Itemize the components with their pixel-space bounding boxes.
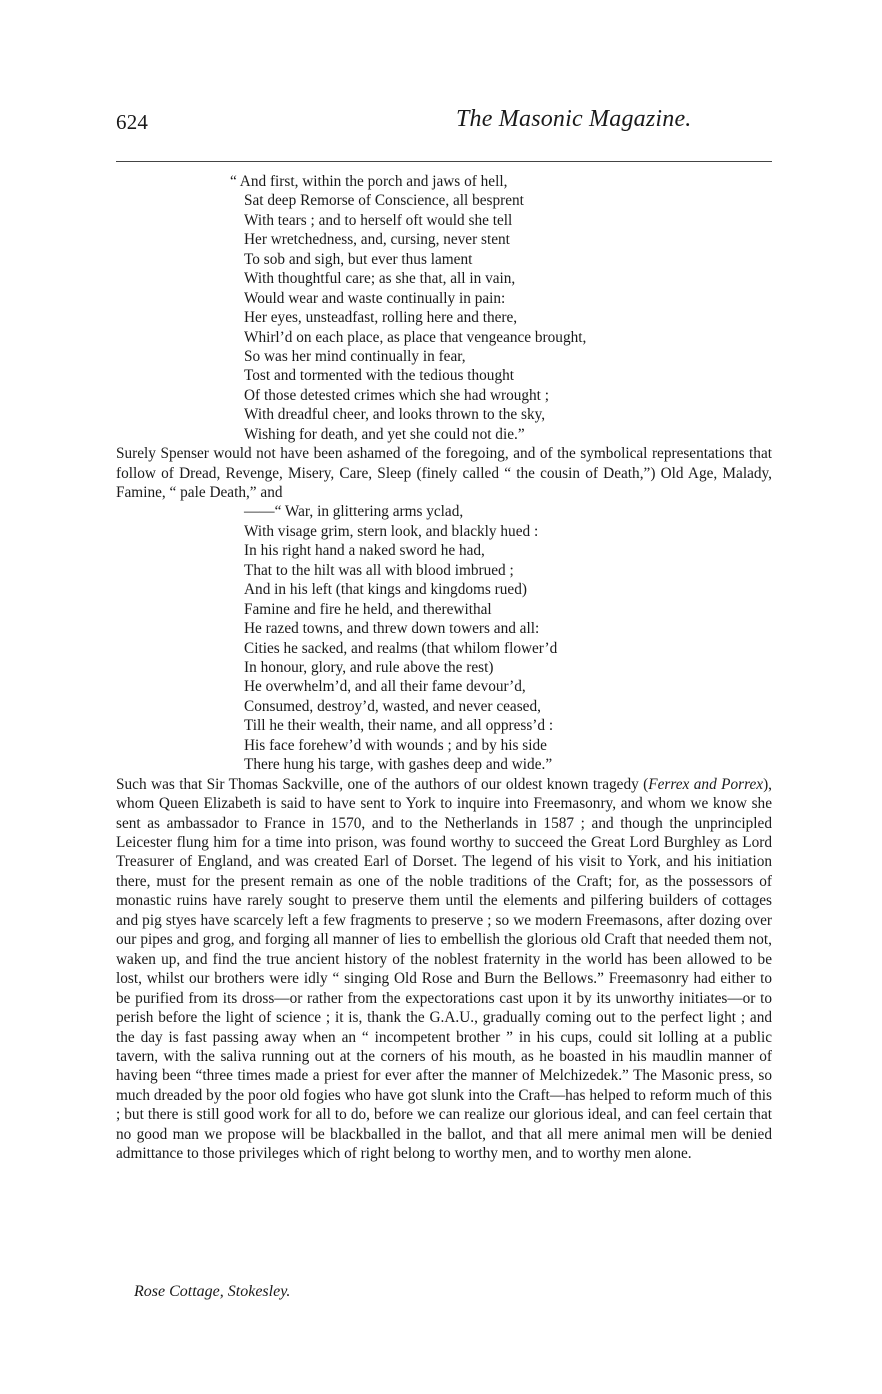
verse-line: With dreadful cheer, and looks thrown to the sky, [244,406,546,424]
prose-text: Such was that Sir Thomas Sackville, one of the authors of our oldest known tragedy ( [116,775,649,793]
prose-paragraph-spenser: Surely Spenser would not have been ashamed of the foregoing, and of the symbolical representations that follow of Dread, Revenge, Misery, Care, Sleep (finely called “ the cousin of Death,”) Old Age, Malady, Famine, “ pale Death,” and [116,445,772,502]
verse-line: Till he their wealth, their name, and all oppress’d : [244,717,554,735]
author-signature: Rose Cottage, Stokesley. [134,1283,291,1300]
verse-line: With tears ; and to herself oft would she tell [244,211,513,229]
verse-line: Her eyes, unsteadfast, rolling here and there, [244,309,518,327]
verse-line: And in his left (that kings and kingdoms rued) [244,581,527,599]
verse-line: That to the hilt was all with blood imbrued ; [244,561,514,579]
verse-passage-war [116,502,772,774]
verse-line: Would wear and waste continually in pain: [244,289,506,307]
verse-line: ——“ War, in glittering arms yclad, [244,503,464,521]
verse-line: Whirl’d on each place, as place that vengeance brought, [244,328,587,346]
verse-line: In his right hand a naked sword he had, [244,542,485,560]
prose-text: ), whom Queen Elizabeth is said to have sent to York to inquire into Freemasonry, and whom we know she sent as ambassador to France in 1570, and to the Netherlands in 1587 ; and though the unprincipled Leicester flung him for a time into prison, was found worthy to succeed the Great Lord Burghley as Lord Treasurer of England, and was created Earl of Dorset. The legend of his visit to York, and his initiation there, must for the present remain as one of the noble traditions of the Craft; for, as the possessors of monastic ruins have rarely sought to preserve them until the elements and pilfering builders of cottages and pig styes have scarcely left a few fragments to preserve ; so we modern Freemasons, after dozing over our pipes and grog, and forging all manner of lies to embellish the glorious old Craft that needed them not, waken up, and find the true ancient history of the noblest fraternity in the world has been allowed to be lost, whilst our brothers were idly “ singing Old Rose and Burn the Bellows.” Freemasonry had either to be purified from its dross—or rather from the expectorations cast upon it by its unworthy initiates—or to perish before the light of science ; it is, thank the G.A.U., gradually coming out to the perfect light ; and the day is fast passing away when an “ incompetent brother ” in his cups, could sit lolling at a public tavern, with the saliva running out at the corners of his mouth, as he boasted in his maudlin manner of having been “three times made a priest for ever after the manner of Melchizedek.” The Masonic press, so much dreaded by the poor old fogies who have got slunk into the Craft—has helped to reform much of this ; but there is still good work for all to do, before we can realize our glorious ideal, and can feel certain that no good man we propose will be blackballed in the ballot, and that all mere animal men will be denied admittance to those privileges which of right belong to worthy men, and to worthy men alone. [116,775,772,1163]
verse-line: Wishing for death, and yet she could not die.” [244,425,525,443]
verse-line: Cities he sacked, and realms (that whilom flower’d [244,639,558,657]
running-title: The Masonic Magazine. [456,106,692,132]
header-rule [116,161,772,162]
verse-line: Tost and tormented with the tedious thought [244,367,514,385]
verse-line: In honour, glory, and rule above the rest) [244,658,494,676]
tragedy-title: Ferrex and Porrex [648,775,764,793]
verse-line: Consumed, destroy’d, wasted, and never ceased, [244,697,541,715]
verse-line: He overwhelm’d, and all their fame devour’d, [244,678,526,696]
verse-line: With visage grim, stern look, and blackly hued : [244,522,539,540]
verse-line: Famine and fire he held, and therewithal [244,600,492,618]
verse-line: He razed towns, and threw down towers and all: [244,620,540,638]
verse-line: “ And first, within the porch and jaws of hell, [230,173,508,190]
page-number: 624 [116,110,149,134]
verse-line: Her wretchedness, and, cursing, never stent [244,231,510,249]
prose-paragraph-sackville [116,775,772,1164]
article-body [116,172,772,1312]
verse-line: To sob and sigh, but ever thus lament [244,250,473,268]
verse-line: With thoughtful care; as she that, all in vain, [244,270,516,288]
verse-passage-remorse [116,172,772,444]
verse-line: So was her mind continually in fear, [244,347,466,365]
verse-line: Of those detested crimes which she had wrought ; [244,386,550,404]
verse-line: His face forehew’d with wounds ; and by his side [244,736,547,754]
verse-line: There hung his targe, with gashes deep and wide.” [244,756,553,774]
page-header [116,104,772,144]
verse-line: Sat deep Remorse of Conscience, all besprent [244,192,524,210]
